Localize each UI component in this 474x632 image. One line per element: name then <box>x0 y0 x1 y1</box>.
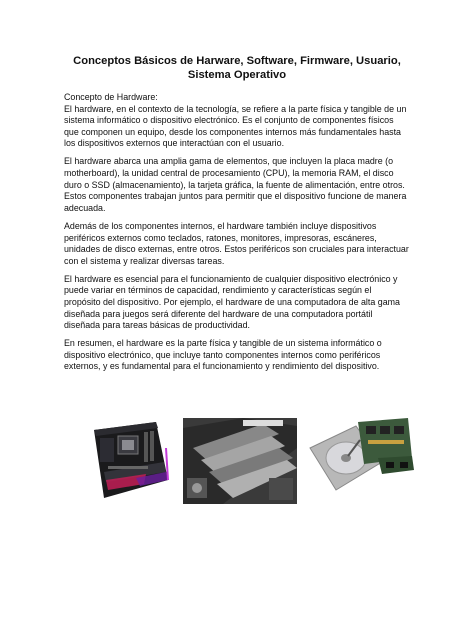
hard-drive-ssd-photo <box>308 418 414 504</box>
motherboard-photo <box>86 418 171 504</box>
paragraph-5: En resumen, el hardware es la parte física y tangible de un sistema informático o dispositivo electrónico, que incluye tanto componentes internos como periféricos externos, y es fundamental para el funcionamiento y rendimiento del dispositivo. <box>64 338 382 372</box>
paragraph-2: El hardware abarca una amplia gama de elementos, que incluyen la placa madre (o motherboard), la unidad central de procesamiento (CPU), la memoria RAM, el disco duro o SSD (almacenamiento), la tarjeta gráfica, la fuente de alimentación, entre otros. Estos componentes trabajan juntos para permitir que el dispositivo funcione de manera adecuada. <box>64 156 407 213</box>
paragraph-4: El hardware es esencial para el funcionamiento de cualquier dispositivo electrónico y puede variar en términos de capacidad, rendimiento y características según el propósito del dispositivo. Por ejemplo, el hardware de una computadora de alta gama diseñada para juegos será diferente del hardware de una computadora portátil diseñada para tareas básicas de productividad. <box>64 273 400 331</box>
ram-modules-photo <box>183 418 297 504</box>
paragraph-text: El hardware, en el contexto de la tecnología, se refiere a la parte física y tangible de un sistema informático o dispositivo electrónico. Es el conjunto de componentes físicos que componen un equipo, desde los componentes internos más fundamentales hasta los dispositivos externos que interactúan con el usuario. <box>64 103 407 149</box>
paragraph-1 <box>64 92 410 150</box>
document-body <box>64 92 410 380</box>
paragraph-3: Además de los componentes internos, el hardware también incluye dispositivos periféricos externos como teclados, ratones, monitores, impresoras, escáneres, unidades de disco externas, entre otros. Estos periféricos son cruciales para interactuar con el sistema y realizar diversas tareas. <box>64 220 409 266</box>
hardware-images <box>86 418 416 504</box>
document-title: Conceptos Básicos de Harware, Software, Firmware, Usuario, Sistema Operativo <box>73 55 401 81</box>
section-heading: Concepto de Hardware: <box>64 92 158 102</box>
